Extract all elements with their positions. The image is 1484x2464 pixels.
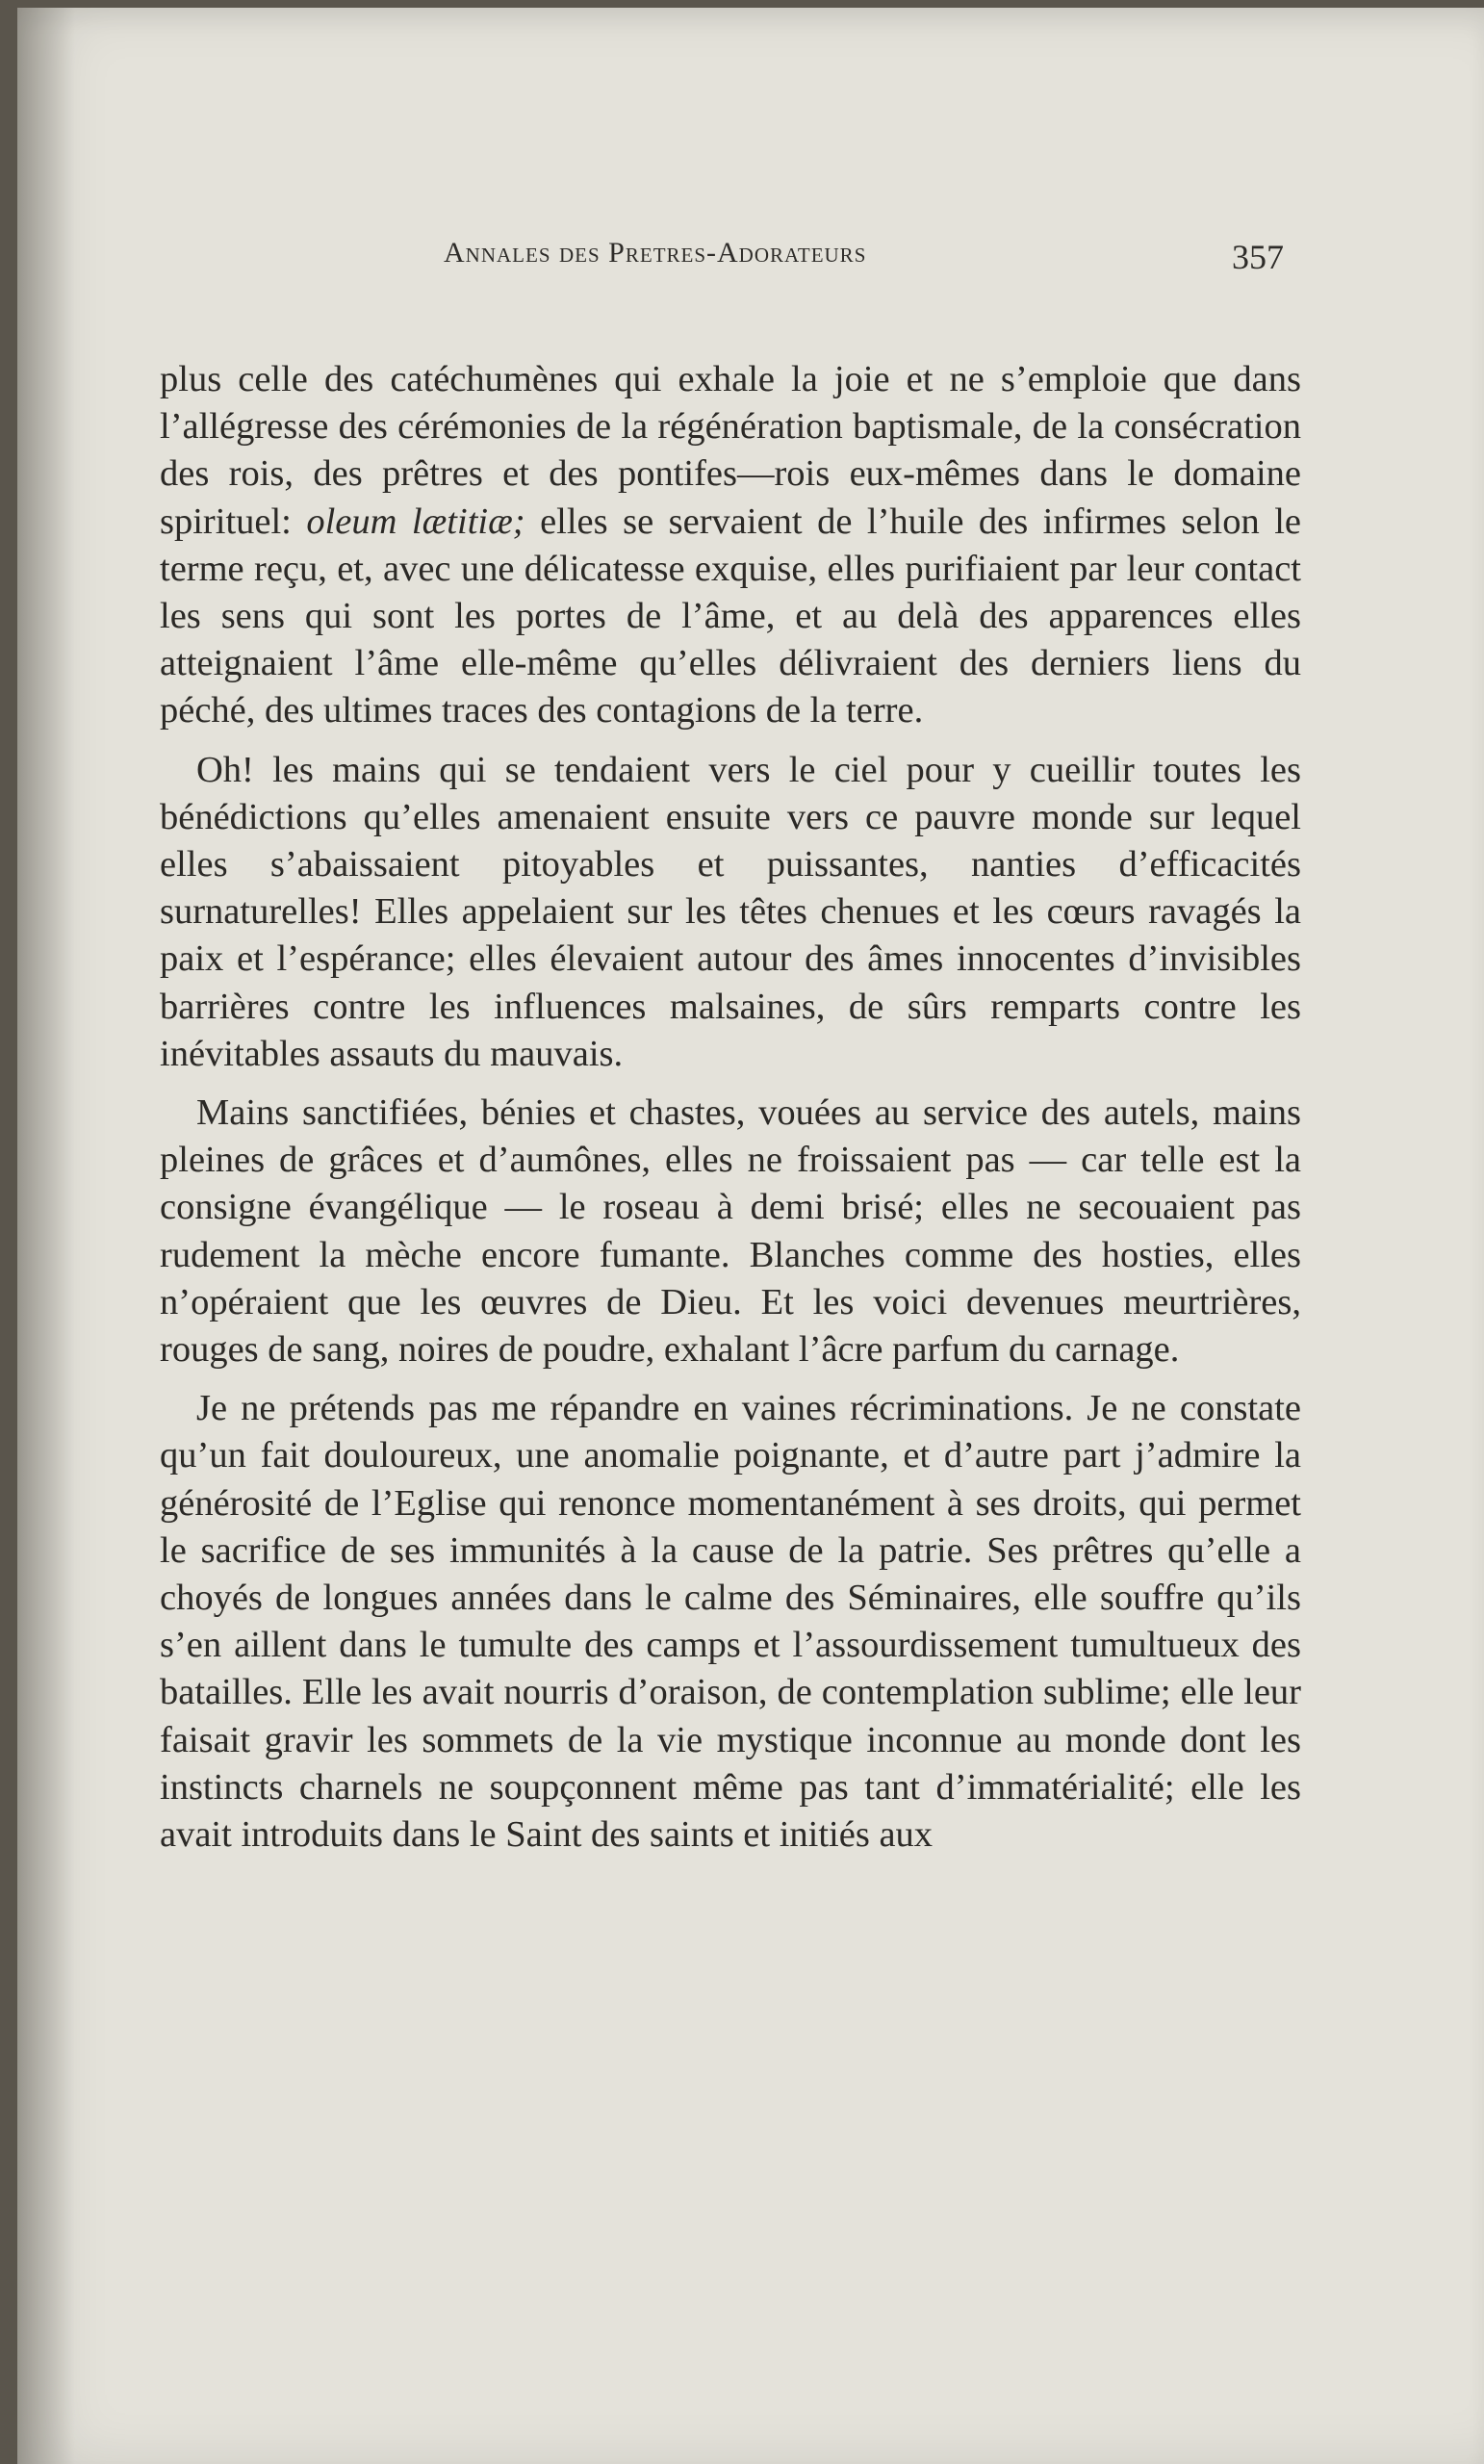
- latin-phrase: oleum lætitiæ;: [306, 500, 525, 542]
- page-number: 357: [1232, 238, 1284, 276]
- paragraph-3: Mains sanctifiées, bénies et chastes, vouées au service des autels, mains pleines de grâces et d’aumônes, elles ne froissaient pas — car telle est la consigne évangélique — le roseau à demi brisé; elles ne secouaient pas rudement la mèche encore fumante. Blanches comme des hosties, elles n’opéraient que les œuvres de Dieu. Et les voici devenues meurtrières, rouges de sang, noires de poudre, exhalant l’âcre parfum du carnage.: [160, 1092, 1301, 1371]
- paragraph-1: [160, 356, 1301, 735]
- body-text: [160, 356, 1301, 1870]
- paragraph-1-text-before: plus celle des catéchumènes qui exhale la joie et ne s’emploie que dans l’allégresse des cérémonies de la régénération baptismale, de la consécration des rois, des prêtres et des pontifes—rois eux-mêmes dans le domaine spirituel:: [160, 359, 1301, 542]
- paragraph-1-text-after: elles se servaient de l’huile des infirmes selon le terme reçu, et, avec une délicatesse exquise, elles purifiaient par leur contact les sens qui sont les portes de l’âme, et au delà des apparences elles atteignaient l’âme elle-même qu’elles délivraient des derniers liens du péché, des ultimes traces des contagions de la terre.: [160, 500, 1301, 732]
- paragraph-2: Oh! les mains qui se tendaient vers le ciel pour y cueillir toutes les bénédictions qu’elles amenaient ensuite vers ce pauvre monde sur lequel elles s’abaissaient pitoyables et puissantes, nanties d’efficacités surnaturelles! Elles appelaient sur les têtes chenues et les cœurs ravagés la paix et l’espérance; elles élevaient autour des âmes innocentes d’invisibles barrières contre les influences malsaines, de sûrs remparts contre les inévitables assauts du mauvais.: [160, 749, 1301, 1074]
- book-page: [17, 8, 1484, 2464]
- running-title: Annales des Pretres-Adorateurs: [444, 237, 867, 269]
- page-gutter-shadow: [17, 8, 75, 2464]
- page-header: [17, 237, 1484, 285]
- paragraph-4: Je ne prétends pas me répandre en vaines récriminations. Je ne constate qu’un fait douloureux, une anomalie poignante, et d’autre part j’admire la générosité de l’Eglise qui renonce momentanément à ses droits, qui permet le sacrifice de ses immunités à la cause de la patrie. Ses prêtres qu’elle a choyés de longues années dans le calme des Séminaires, elle souffre qu’ils s’en aillent dans le tumulte des camps et l’assourdissement tumultueux des batailles. Elle les avait nourris d’oraison, de contemplation sublime; elle leur faisait gravir les sommets de la vie mystique inconnue au monde dont les instincts charnels ne soupçonnent même pas tant d’immatérialité; elle les avait introduits dans le Saint des saints et initiés aux: [160, 1388, 1301, 1856]
